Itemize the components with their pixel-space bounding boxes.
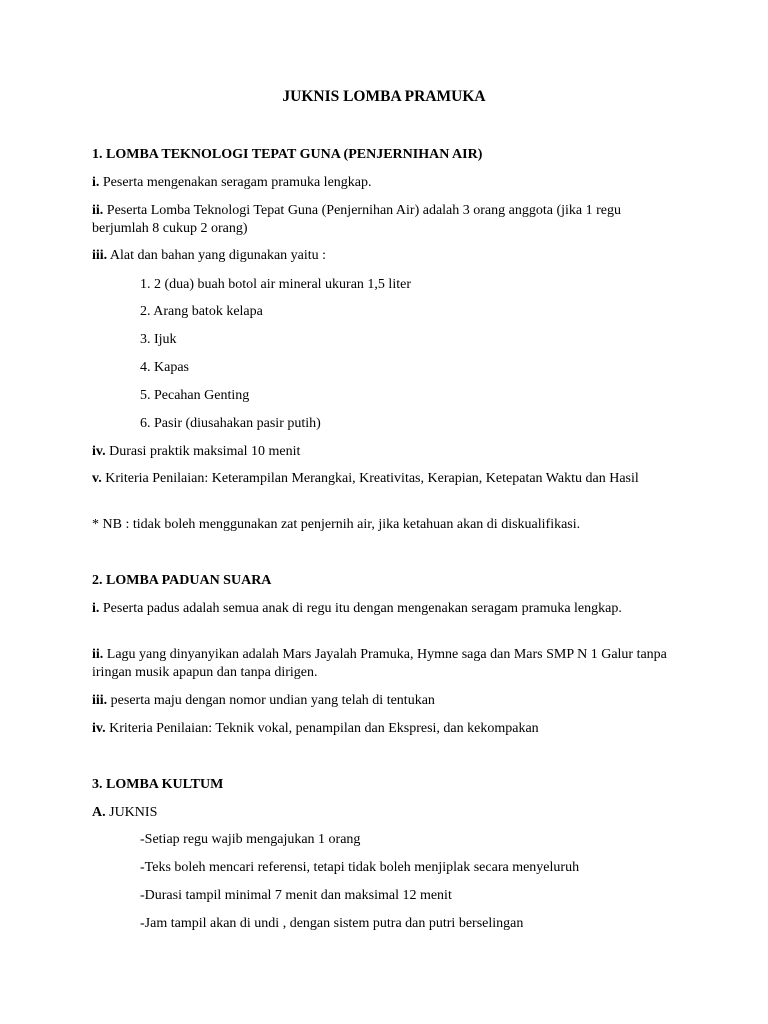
material-item: 2. Arang batok kelapa	[140, 304, 263, 319]
section2-item-iii	[92, 692, 672, 710]
section2-item-ii	[92, 646, 672, 682]
rule-item: -Setiap regu wajib mengajukan 1 orang	[140, 832, 361, 847]
material-item: 1. 2 (dua) buah botol air mineral ukuran 1,5 liter	[140, 277, 411, 292]
section1-note: * NB : tidak boleh menggunakan zat penjernih air, jika ketahuan akan di diskualifikasi.	[92, 517, 581, 532]
item-marker: ii.	[92, 203, 104, 218]
item-text: Peserta padus adalah semua anak di regu itu dengan mengenakan seragam pramuka lengkap.	[102, 601, 622, 616]
item-marker: ii.	[92, 647, 104, 662]
item-text: Peserta Lomba Teknologi Tepat Guna (Penjernihan Air) adalah 3 orang anggota (jika 1 regu berjumlah 8 cukup 2 orang)	[92, 203, 621, 236]
section1-item-iv	[92, 443, 672, 461]
item-text: Durasi praktik maksimal 10 menit	[109, 444, 301, 459]
item-text: JUKNIS	[109, 805, 158, 820]
item-marker: i.	[92, 601, 100, 616]
item-text: Kriteria Penilaian: Keterampilan Merangkai, Kreativitas, Kerapian, Ketepatan Waktu dan Hasil	[105, 471, 639, 486]
item-marker: v.	[92, 471, 102, 486]
material-item: 6. Pasir (diusahakan pasir putih)	[140, 416, 321, 431]
section3-item-a	[92, 804, 672, 822]
document-title: JUKNIS LOMBA PRAMUKA	[282, 88, 486, 105]
section1-heading: 1. LOMBA TEKNOLOGI TEPAT GUNA (PENJERNIHAN AIR)	[92, 147, 483, 162]
section1-item-v	[92, 470, 672, 488]
item-text: Peserta mengenakan seragam pramuka lengkap.	[102, 175, 372, 190]
item-marker: iv.	[92, 721, 106, 736]
section2-heading: 2. LOMBA PADUAN SUARA	[92, 573, 272, 588]
section2-item-iv	[92, 720, 672, 738]
item-text: Lagu yang dinyanyikan adalah Mars Jayalah Pramuka, Hymne saga dan Mars SMP N 1 Galur tanpa iringan musik apapun dan tanpa dirigen.	[92, 647, 667, 680]
item-marker: iii.	[92, 693, 108, 708]
item-marker: iii.	[92, 248, 108, 263]
section1-item-ii	[92, 202, 672, 238]
material-item: 3. Ijuk	[140, 332, 177, 347]
rule-item: -Jam tampil akan di undi , dengan sistem putra dan putri berselingan	[140, 916, 524, 931]
item-text: Kriteria Penilaian: Teknik vokal, penampilan dan Ekspresi, dan kekompakan	[109, 721, 539, 736]
item-text: peserta maju dengan nomor undian yang telah di tentukan	[110, 693, 435, 708]
item-text: Alat dan bahan yang digunakan yaitu :	[109, 248, 327, 263]
section1-item-iii	[92, 247, 672, 265]
section3-heading: 3. LOMBA KULTUM	[92, 777, 224, 792]
material-item: 4. Kapas	[140, 360, 189, 375]
item-marker: A.	[92, 805, 106, 820]
rule-item: -Teks boleh mencari referensi, tetapi tidak boleh menjiplak secara menyeluruh	[140, 860, 580, 875]
section1-item-i	[92, 174, 672, 192]
material-item: 5. Pecahan Genting	[140, 388, 250, 403]
item-marker: i.	[92, 175, 100, 190]
item-marker: iv.	[92, 444, 106, 459]
section2-item-i	[92, 600, 672, 618]
rule-item: -Durasi tampil minimal 7 menit dan maksimal 12 menit	[140, 888, 452, 903]
